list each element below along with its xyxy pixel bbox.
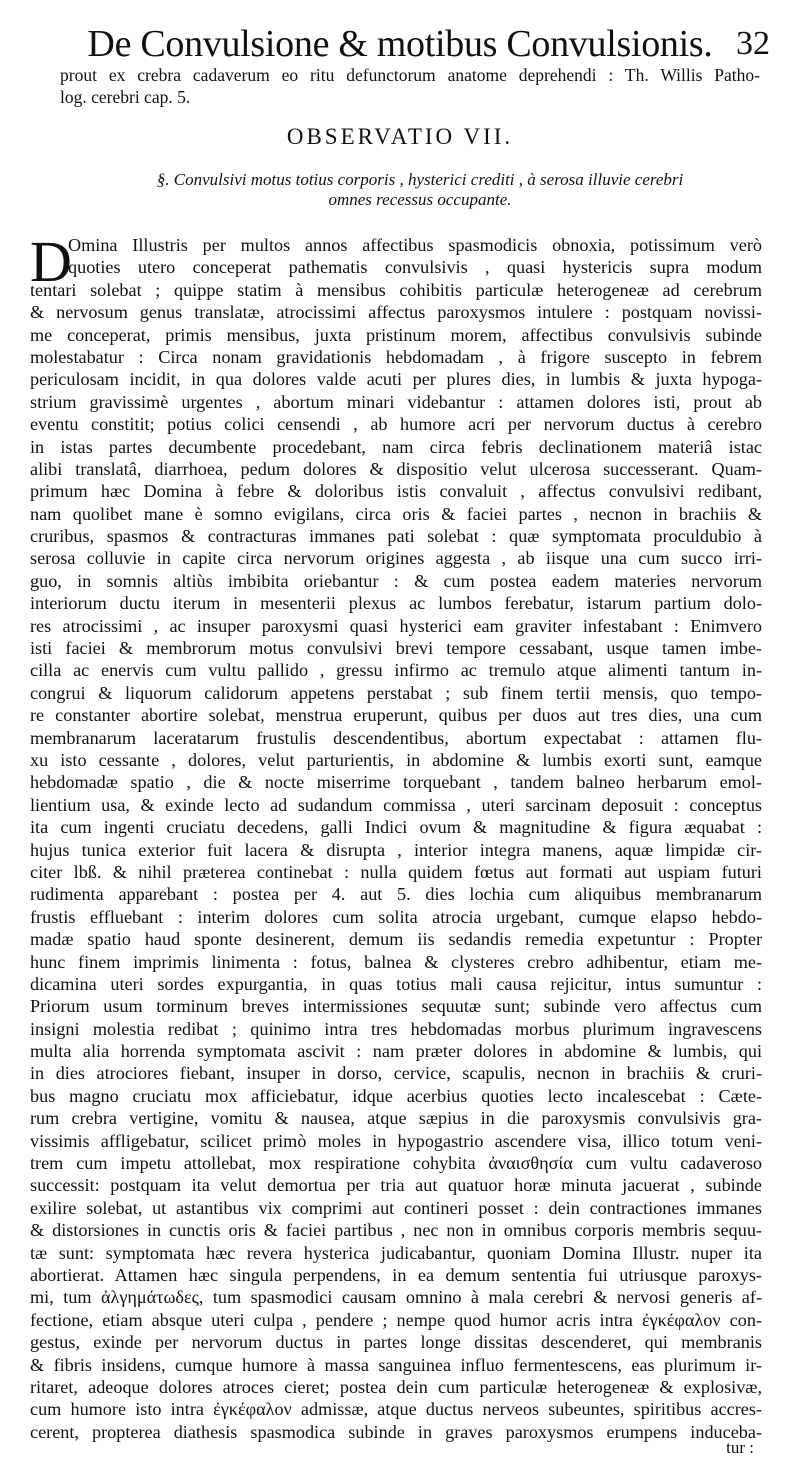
body-line: vissimis affligebatur, scilicet primò moles in hypogastrio ascendere visa, illico totum veni-: [30, 1130, 762, 1151]
body-line: cum humore isto intra ἐγκέφαλον admissæ, atque ductus nerveos subeuntes, spiritibus accres-: [30, 1399, 762, 1420]
body-line: frustis effluebant : interim dolores cum solita atrocia urgebant, cumque elapso hebdo-: [30, 906, 762, 927]
drop-cap-initial: D: [30, 229, 72, 294]
body-line: quoties utero conceperat pathematis convulsivis , quasi hystericis supra modum: [68, 257, 762, 278]
body-line: hujus tunica exterior fuit lacera & disrupta , interior integra manens, aquæ limpidæ cir-: [30, 839, 762, 860]
body-line: Priorum usum torminum breves intermissiones sequutæ sunt; subinde vero affectus cum: [30, 996, 762, 1017]
observation-summary: [100, 170, 740, 210]
page-number: 32: [736, 25, 770, 62]
body-line: molestabatur : Circa nonam gravidationis hebdomadam , à frigore suscepto in febrem: [30, 346, 762, 367]
body-line: interiorum ductu iterum in mesenterii plexus ac lumbos ferebatur, istarum partium dolo-: [30, 593, 762, 614]
body-line: rudimenta apparebant : postea per 4. aut 5. dies lochia cum aliquibus membranarum: [30, 884, 762, 905]
body-line: citer lbß. & nihil præterea continebat : nulla quidem fœtus aut formati aut uspiam futuri: [30, 861, 762, 882]
body-line: hunc finem imprimis linimenta : fotus, balnea & clysteres crebro adhibentur, etiam me-: [30, 951, 762, 972]
body-line: res atrocissimi , ac insuper paroxysmi quasi hysterici eam graviter infestabant : Enimvero: [30, 615, 762, 636]
body-line: primum hæc Domina à febre & doloribus istis convaluit , affectus convulsivi redibant,: [30, 481, 762, 502]
body-line: rum crebra vertigine, vomitu & nausea, atque sæpius in die paroxysmis convulsivis gra-: [30, 1108, 762, 1129]
body-line: ritaret, adeoque dolores atroces cieret; postea dein cum particulæ heterogeneæ & explosivæ,: [30, 1376, 762, 1397]
body-line: cruribus, spasmos & contracturas immanes pati solebat : quæ symptomata proculdubio à: [30, 526, 762, 547]
body-line: xu isto cessante , dolores, velut parturientis, in abdomine & lumbis exorti sunt, eamque: [30, 749, 762, 770]
body-line: cilla ac enervis cum vultu pallido , gressu infirmo ac tremulo atque alimenti tantum in-: [30, 660, 762, 681]
summary-line: §. Convulsivi motus totius corporis , hysterici crediti , à serosa illuvie cerebri: [156, 170, 684, 189]
body-line: ita cum ingenti cruciatu decedens, galli Indici ovum & magnitudine & figura æquabat :: [30, 817, 762, 838]
body-line: nam quolibet mane è somno evigilans, circa oris & faciei partes , necnon in brachiis &: [30, 503, 762, 524]
body-line: isti faciei & membrorum motus convulsivi brevi tempore cessabant, usque tamen imbe-: [30, 638, 762, 659]
body-line: in dies atrociores fiebant, insuper in dorso, cervice, scapulis, necnon in brachiis & cruri-: [30, 1063, 762, 1084]
catchword: tur :: [726, 1438, 754, 1457]
body-line: dicamina uteri sordes expurgantia, in quas totius mali causa rejicitur, intus sumuntur :: [30, 973, 762, 994]
body-line: tæ sunt: symptomata hæc revera hysterica judicabantur, quoniam Domina Illustr. nuper ita: [30, 1242, 762, 1263]
body-line: alibi translatâ, diarrhoea, pedum dolores & dispositio velut ulcerosa successerant. Quam-: [30, 458, 762, 479]
body-line: bus magno cruciatu mox afficiebatur, idque acerbius quoties lecto incalescebat : Cæte-: [30, 1085, 762, 1106]
body-line: fectione, etiam absque uteri culpa , pendere ; nempe quod humor acris intra ἐγκέφαλον con-: [30, 1309, 762, 1330]
running-title: De Convulsione & motibus Convulsionis.: [87, 23, 713, 65]
body-line: & distorsiones in cunctis oris & faciei partibus , nec non in omnibus corporis membris sequu-: [30, 1220, 762, 1241]
body-line: madæ spatio haud sponte desinerent, demum iis sedandis remedia expetuntur : Propter: [30, 929, 762, 950]
body-line: cerent, propterea diathesis spasmodica subinde in graves paroxysmos erumpens induceba-: [30, 1421, 762, 1442]
body-line: insigni molestia redibat ; quinimo intra tres hebdomadas morbus plurimum ingravescens: [30, 1018, 762, 1039]
body-line: lientium usa, & exinde lecto ad sudandum commissa , uteri sarcinam deposuit : conceptus: [30, 794, 762, 815]
body-line: & nervosum genus translatæ, atrocissimi affectus paroxysmos intulere : postquam novissi-: [30, 302, 762, 323]
body-line: membranarum laceratarum frustulis descendentibus, abortum expectabat : attamen flu-: [30, 727, 762, 748]
body-line: guo, in somnis altiùs imbibita oriebantur : & cum postea eadem materies nervorum: [30, 570, 762, 591]
continuation-line: log. cerebri cap. 5.: [60, 87, 191, 108]
body-line: mi, tum ἀλγημάτωδες, tum spasmodici causam omnino à mala cerebri & nervosi generis af-: [30, 1287, 762, 1308]
body-line: exilire solebat, ut astantibus vix comprimi aut contineri posset : dein contractiones immanes: [30, 1197, 762, 1218]
body-line: eventu constitit; potius colici censendi , ab humore acri per nervorum ductus à cerebro: [30, 414, 762, 435]
summary-line: omnes recessus occupante.: [328, 190, 512, 209]
body-line: in istas partes decumbente procedebant, nam circa febris declinationem materiâ istac: [30, 436, 762, 457]
continuation-text: [60, 64, 760, 109]
body-line: periculosam incidit, in qua dolores valde acuti per plures dies, in lumbis & juxta hypoga-: [30, 369, 762, 390]
observation-heading: OBSERVATIO VII.: [286, 124, 514, 149]
body-line: serosa colluvie in capite circa nervorum origines aggesta , ab iisque una cum succo irri-: [30, 548, 762, 569]
body-line: gestus, exinde per nervorum ductus in partes longe dissitas descenderet, qui membranis: [30, 1332, 762, 1353]
body-line: abortierat. Attamen hæc singula perpendens, in ea demum sententia fui utriusque paroxys-: [30, 1264, 762, 1285]
body-line: hebdomadæ spatio , die & nocte miserrime torquebant , tandem balneo herbarum emol-: [30, 772, 762, 793]
body-line: Omina Illustris per multos annos affectibus spasmodicis obnoxia, potissimum verò: [68, 235, 762, 255]
page-header: [80, 18, 770, 70]
body-line: tentari solebat ; quippe statim à mensibus cohibitis particulæ heterogeneæ ad cerebrum: [30, 279, 762, 300]
body-line: & fibris insidens, cumque humore à massa sanguinea influo fermentescens, eas plurimum ir-: [30, 1354, 762, 1375]
body-text: [30, 229, 762, 1443]
body-line: congrui & liquorum calidorum appetens perstabat ; sub finem tertii mensis, quo tempo-: [30, 682, 762, 703]
body-line: successit: postquam ita velut demortua per tria aut quatuor horæ minuta jacuerat , subinde: [30, 1175, 762, 1196]
body-line: trem cum impetu attollebat, mox respiratione cohybita ἀναισθησία cum vultu cadaveroso: [30, 1153, 762, 1174]
continuation-line: prout ex crebra cadaverum eo ritu defunctorum anatome deprehendi : Th. Willis Patho-: [60, 65, 760, 85]
body-line: strium gravissimè urgentes , abortum minari videbantur : attamen dolores isti, prout ab: [30, 391, 762, 412]
body-line: re constanter abortire solebat, menstrua eruperunt, quibus per duos aut tres dies, una cum: [30, 705, 762, 726]
body-line: me conceperat, primis mensibus, juxta pristinum morem, affectibus convulsivis subinde: [30, 324, 762, 345]
body-line: multa alia horrenda symptomata ascivit : nam præter dolores in abdomine & lumbis, qui: [30, 1041, 762, 1062]
